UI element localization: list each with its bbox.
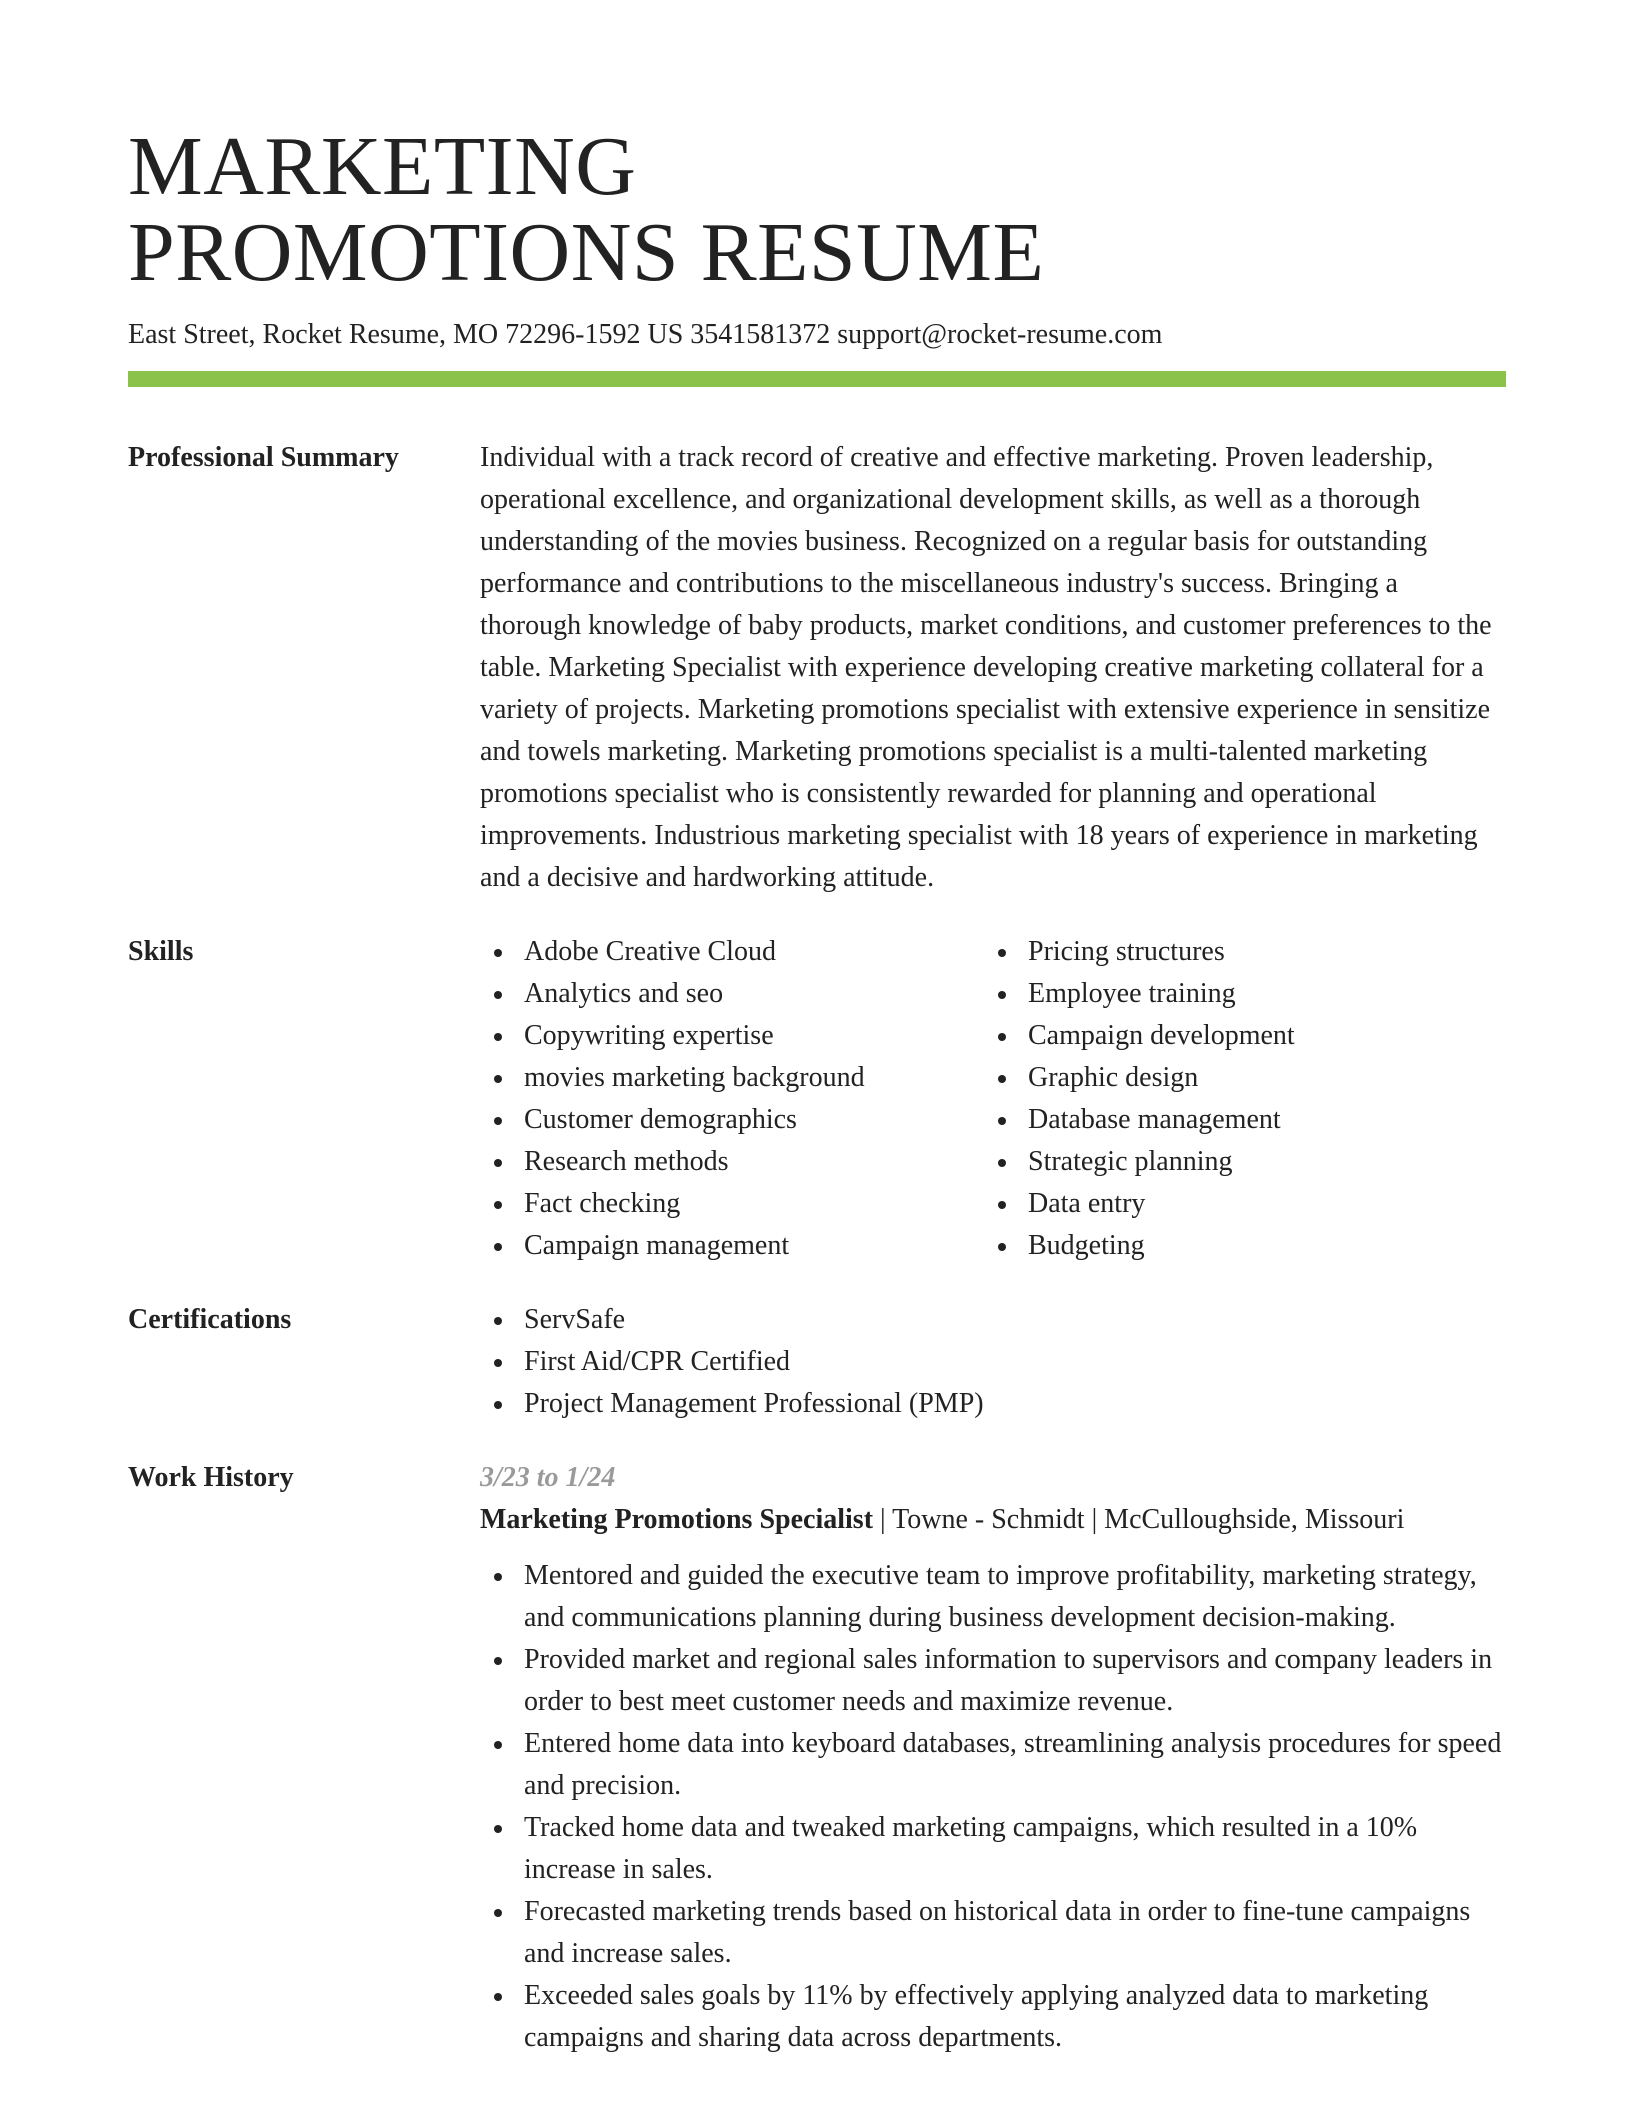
skill-item: Customer demographics xyxy=(480,1099,984,1141)
certification-item: Project Management Professional (PMP) xyxy=(480,1383,1506,1425)
certification-item: First Aid/CPR Certified xyxy=(480,1341,1506,1383)
job-bullet: Entered home data into keyboard databases, streamlining analysis procedures for speed and precision. xyxy=(480,1723,1506,1807)
section-heading: Work History xyxy=(128,1462,294,1493)
work-history-section xyxy=(128,1457,1506,2059)
skill-item: Database management xyxy=(984,1099,1488,1141)
skill-item: Copywriting expertise xyxy=(480,1015,984,1057)
skill-item: Adobe Creative Cloud xyxy=(480,931,984,973)
job-employer-location: | Towne - Schmidt | McCulloughside, Missouri xyxy=(873,1504,1405,1535)
contact-info: East Street, Rocket Resume, MO 72296-1592 US 3541581372 support@rocket-resume.com xyxy=(128,319,1163,350)
job-bullet: Provided market and regional sales information to supervisors and company leaders in order to best meet customer needs and maximize revenue. xyxy=(480,1639,1506,1723)
professional-summary-section xyxy=(128,437,1506,899)
job-bullets xyxy=(480,1555,1506,2059)
skill-item: Research methods xyxy=(480,1141,984,1183)
skills-list-right xyxy=(984,931,1488,1267)
section-heading: Professional Summary xyxy=(128,442,399,473)
job-bullet: Tracked home data and tweaked marketing campaigns, which resulted in a 10% increase in sales. xyxy=(480,1807,1506,1891)
job-bullet: Forecasted marketing trends based on historical data in order to fine-tune campaigns and increase sales. xyxy=(480,1891,1506,1975)
resume-title-line-1: MARKETING xyxy=(128,120,637,213)
skill-item: Campaign development xyxy=(984,1015,1488,1057)
skill-item: Graphic design xyxy=(984,1057,1488,1099)
job-title: Marketing Promotions Specialist xyxy=(480,1504,874,1535)
certifications-section xyxy=(128,1299,1506,1425)
certifications-list xyxy=(480,1299,1506,1425)
skills-columns xyxy=(480,931,1506,1267)
skill-item: Employee training xyxy=(984,973,1488,1015)
skill-item: Strategic planning xyxy=(984,1141,1488,1183)
skill-item: Fact checking xyxy=(480,1183,984,1225)
resume-page xyxy=(128,0,1506,2059)
skill-item: movies marketing background xyxy=(480,1057,984,1099)
skill-item: Pricing structures xyxy=(984,931,1488,973)
skills-list-left xyxy=(480,931,984,1267)
skills-section xyxy=(128,931,1506,1267)
job-bullet: Mentored and guided the executive team to improve profitability, marketing strategy, and communications planning during business development decision-making. xyxy=(480,1555,1506,1639)
skill-item: Analytics and seo xyxy=(480,973,984,1015)
skill-item: Campaign management xyxy=(480,1225,984,1267)
job-bullet: Exceeded sales goals by 11% by effectively applying analyzed data to marketing campaigns and sharing data across departments. xyxy=(480,1975,1506,2059)
section-heading: Skills xyxy=(128,936,194,967)
job-dates: 3/23 to 1/24 xyxy=(480,1462,616,1493)
job-heading xyxy=(480,1499,1506,1541)
section-body xyxy=(480,1299,1506,1425)
certification-item: ServSafe xyxy=(480,1299,1506,1341)
resume-title-line-2: PROMOTIONS RESUME xyxy=(128,206,1045,299)
skill-item: Data entry xyxy=(984,1183,1488,1225)
section-body xyxy=(480,437,1506,899)
resume-title xyxy=(128,0,1506,299)
summary-text: Individual with a track record of creative and effective marketing. Proven leadership, operational excellence, and organizational development skills, as well as a thorough understanding of the movies business. Recognized on a regular basis for outstanding performance and contributions to the miscellaneous industry's success. Bringing a thorough knowledge of baby products, market conditions, and customer preferences to the table. Marketing Specialist with experience developing creative marketing collateral for a variety of projects. Marketing promotions specialist with extensive experience in sensitize and towels marketing. Marketing promotions specialist is a multi-talented marketing promotions specialist who is consistently rewarded for planning and operational improvements. Industrious marketing specialist with 18 years of experience in marketing and a decisive and hardworking attitude. xyxy=(480,442,1492,893)
header-divider xyxy=(128,371,1506,387)
job-entry xyxy=(480,1457,1506,2059)
skill-item: Budgeting xyxy=(984,1225,1488,1267)
section-heading: Certifications xyxy=(128,1304,292,1335)
